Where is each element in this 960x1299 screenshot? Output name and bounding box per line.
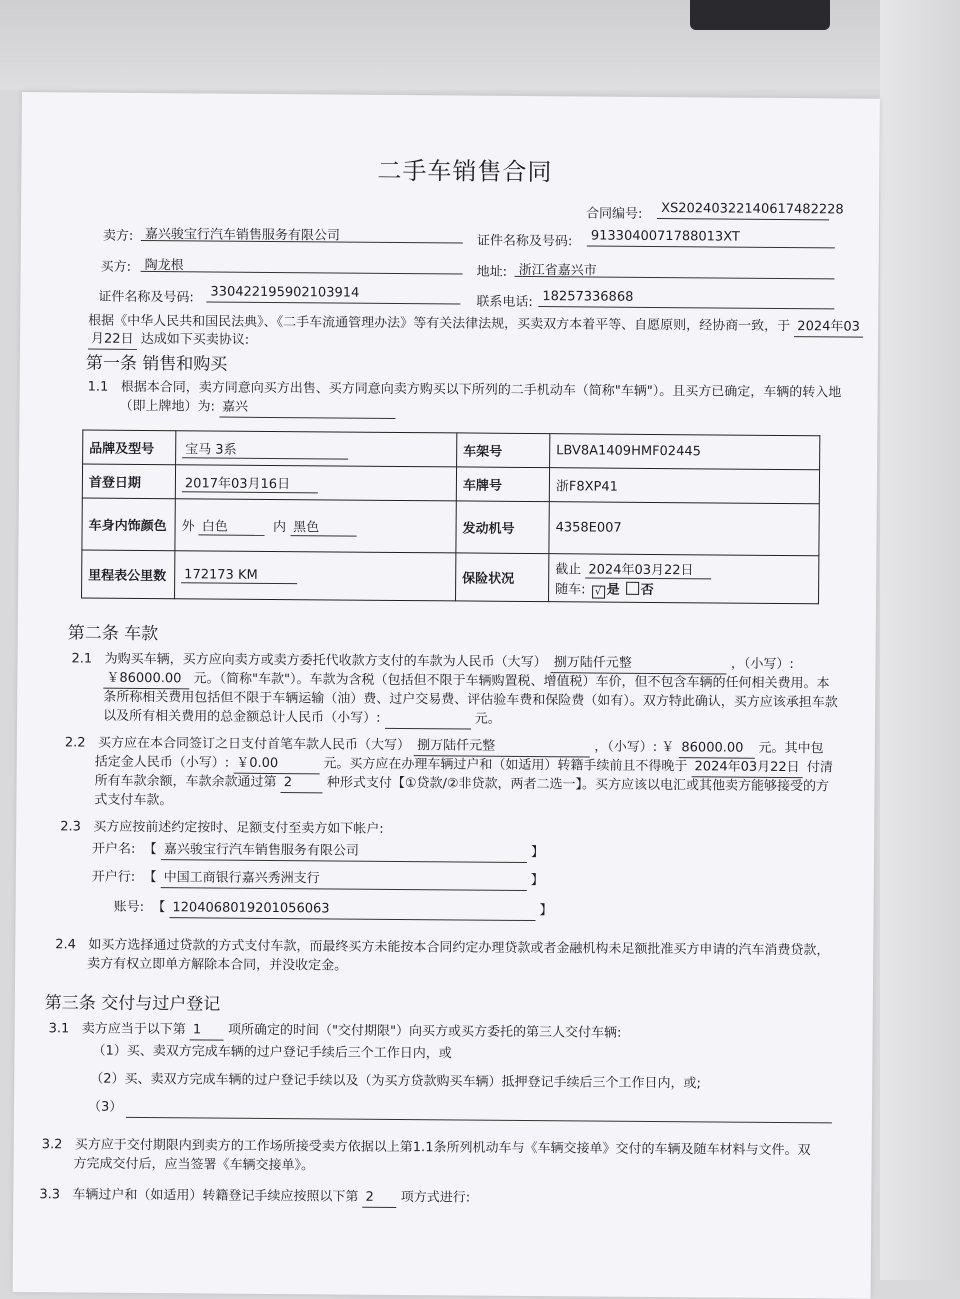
clause-3-1-option3: （3） xyxy=(88,1099,833,1124)
brand-value: 宝马 3系 xyxy=(176,431,457,467)
payoff-date: 2024年03月22日 xyxy=(691,758,802,778)
insurance-until: 2024年03月22日 xyxy=(585,558,711,579)
background-wall xyxy=(880,0,960,1280)
account-name-row: 开户名: 【 嘉兴骏宝行汽车销售服务有限公司 】 xyxy=(92,841,544,864)
total-amount xyxy=(385,710,471,730)
delivery-option-no: 1 xyxy=(190,1021,224,1040)
clause-2-1-line4: 以及所有相关费用的总金额总计人民币（小写）: 元。 xyxy=(103,708,501,730)
table-row xyxy=(83,430,820,470)
vin-value: LBV8A1409HMF02445 xyxy=(550,434,820,470)
account-bank: 中国工商银行嘉兴秀洲支行 xyxy=(161,869,527,891)
section1-heading: 第一条 销售和购买 xyxy=(85,353,228,375)
phone-label: 联系电话: xyxy=(476,294,533,311)
table-row xyxy=(82,464,819,504)
clause-2-3-line1: 2.3 买方应按前述约定按时、足额支付至卖方如下帐户: xyxy=(60,819,384,837)
table-row xyxy=(82,550,819,604)
mileage-value: 172173 KM xyxy=(175,551,456,601)
clause-2-2-line1: 2.2 买方应在本合同签订之日支付首笔车款人民币（大写） 捌万陆仟元整 ，（小写）: ￥ 86000.00 元。其中包 xyxy=(65,734,824,759)
color-label: 车身内饰颜色 xyxy=(82,498,175,551)
engine-label: 发动机号 xyxy=(456,501,549,554)
clause-3-1-option1: （1）买、卖双方完成车辆的过户登记手续后三个工作日内，或 xyxy=(92,1043,452,1062)
phone-field: 18257336868 xyxy=(538,289,834,309)
clause-3-3-line1: 3.3 车辆过户和（如适用）转籍登记手续应按照以下第 2 项方式进行: xyxy=(39,1186,470,1208)
insurance-value: 截止 2024年03月22日 随车: √ 是 否 xyxy=(549,554,819,604)
account-number-row: 账号: 【 1204068019201056063 】 xyxy=(114,899,553,921)
buyer-id-label: 证件名称及号码: xyxy=(98,289,194,306)
clause-1-1-line2: （即上牌地）为: 嘉兴 xyxy=(119,398,395,419)
clause-2-1-line2: ￥86000.00 元。（简称"车款"）。车款为含税（包括但不限于车辆购置税、增值税）车价，但不包含车辆的任何相关费用。本 xyxy=(103,670,829,695)
clause-2-2-line4: 式支付车款。 xyxy=(94,792,173,809)
clause-2-2-line3: 所有车款余额，车款余款通过第 2 种形式支付【①贷款/②非贷款，两者二选一】。买方应该以电汇或其他卖方能够接受的方 xyxy=(94,773,830,795)
buyer-id-field: 330422195902103914 xyxy=(206,284,460,304)
clause-2-2-line2: 括定金人民币（小写）: ￥0.00 元。买方应在办理车辆过户和（如适用）转籍手续前且不得晚于 2024年03月22日 付清 xyxy=(95,754,833,779)
price-lower: ￥86000.00 xyxy=(103,670,189,690)
address-field: 浙江省嘉兴市 xyxy=(515,259,835,280)
clause-3-2-line2: 方完成交付后，应当签署《车辆交接单》。 xyxy=(73,1156,315,1174)
preamble-date-part1: 2024年03 xyxy=(794,318,863,338)
account-name: 嘉兴骏宝行汽车销售服务有限公司 xyxy=(161,841,527,863)
clause-3-1-option2: （2）买、卖双方完成车辆的过户登记手续以及（为买方贷款购买车辆）抵押登记手续后三个工作日内，或; xyxy=(90,1071,701,1092)
first-payment-upper: 捌万陆仟元整 xyxy=(414,737,590,757)
mileage-label: 里程表公里数 xyxy=(82,550,175,599)
first-reg-label: 首登日期 xyxy=(82,464,175,499)
vehicle-table xyxy=(81,429,820,604)
section3-heading: 第三条 交付与过户登记 xyxy=(44,993,221,1015)
background-object xyxy=(690,0,830,30)
section2-heading: 第二条 车款 xyxy=(67,623,159,645)
deposit-amount: ￥0.00 xyxy=(233,755,319,775)
contract-no-label: 合同编号: xyxy=(586,206,643,222)
payment-method-no: 2 xyxy=(281,774,323,793)
seller-label: 卖方: xyxy=(102,228,134,244)
clause-3-2-line1: 3.2 买方应于交付期限内到卖方的工作场所接受卖方依据以上第1.1条所列机动车与《车辆交接单》交付的车辆及随车材料与文件。双 xyxy=(41,1137,811,1159)
engine-value: 4358E007 xyxy=(549,502,819,556)
buyer-field: 陶龙根 xyxy=(141,254,463,275)
yes-checkbox: √ xyxy=(592,585,605,598)
clause-3-1-line1: 3.1 卖方应当于以下第 1 项所确定的时间（"交付期限"）向买方或买方委托的第三人交付车辆: xyxy=(48,1021,622,1041)
clause-2-1-line3: 条所称相关费用包括但不限于车辆运输（油）费、过户交易费、评估验车费和保险费（如有）。双方特此确认，买方应该承担车款 xyxy=(103,689,838,711)
transfer-place: 嘉兴 xyxy=(219,399,395,419)
insurance-label: 保险状况 xyxy=(456,553,549,602)
plate-label: 车牌号 xyxy=(456,467,549,502)
document-title: 二手车销售合同 xyxy=(377,156,553,187)
clause-1-1-line1: 1.1 根据本合同，卖方同意向买方出售、买方同意向卖方购买以下所列的二手机动车（简称"车辆"）。且买方已确定，车辆的转入地 xyxy=(87,379,842,401)
preamble-line2: 月22日 达成如下买卖协议: xyxy=(88,331,249,351)
contract-no-field: XS20240322140617482228 xyxy=(657,201,829,220)
clause-2-4-line2: 卖方有权立即单方解除本合同，并没收定金。 xyxy=(87,956,348,974)
seller-field: 嘉兴骏宝行汽车销售服务有限公司 xyxy=(141,223,463,244)
buyer-label: 买方: xyxy=(100,259,132,275)
first-reg-value: 2017年03月16日 xyxy=(175,465,456,501)
plate-value: 浙F8XP41 xyxy=(549,468,819,504)
account-bank-row: 开户行: 【 中国工商银行嘉兴秀洲支行 】 xyxy=(92,869,544,892)
table-row xyxy=(82,498,819,556)
preamble-date-part2: 月22日 xyxy=(88,331,137,350)
clause-2-4-line1: 2.4 如买方选择通过贷款的方式支付车款，而最终买方未能按本合同约定办理贷款或者金融机构未足额批准买方申请的汽车消费贷款， xyxy=(55,937,830,959)
first-payment-lower: 86000.00 xyxy=(678,739,754,759)
exterior-color: 白色 xyxy=(199,515,265,536)
address-label: 地址: xyxy=(476,264,508,280)
interior-color: 黑色 xyxy=(290,516,356,537)
preamble-line1: 根据《中华人民共和国民法典》、《二手车流通管理办法》等有关法律法规，买卖双方本着平等、自愿原则，经协商一致，于 2024年03 xyxy=(88,313,863,338)
seller-id-field: 9133040071788013XT xyxy=(587,228,835,248)
color-value: 外 白色 内 黑色 xyxy=(175,499,456,553)
transfer-option-no: 2 xyxy=(362,1189,396,1208)
contract-page xyxy=(13,92,880,1299)
account-number: 1204068019201056063 xyxy=(169,899,535,921)
clause-2-1-line1: 2.1 为购买车辆，买方应向卖方或卖方委托代收款方支付的车款为人民币（大写） 捌万陆仟元整 ，（小写）: xyxy=(71,650,793,675)
seller-id-label: 证件名称及号码: xyxy=(476,233,573,250)
price-upper: 捌万陆仟元整 xyxy=(551,654,727,674)
vin-label: 车架号 xyxy=(457,433,550,468)
brand-label: 品牌及型号 xyxy=(83,430,176,465)
no-checkbox xyxy=(626,581,639,594)
option3-blank xyxy=(126,1099,832,1124)
